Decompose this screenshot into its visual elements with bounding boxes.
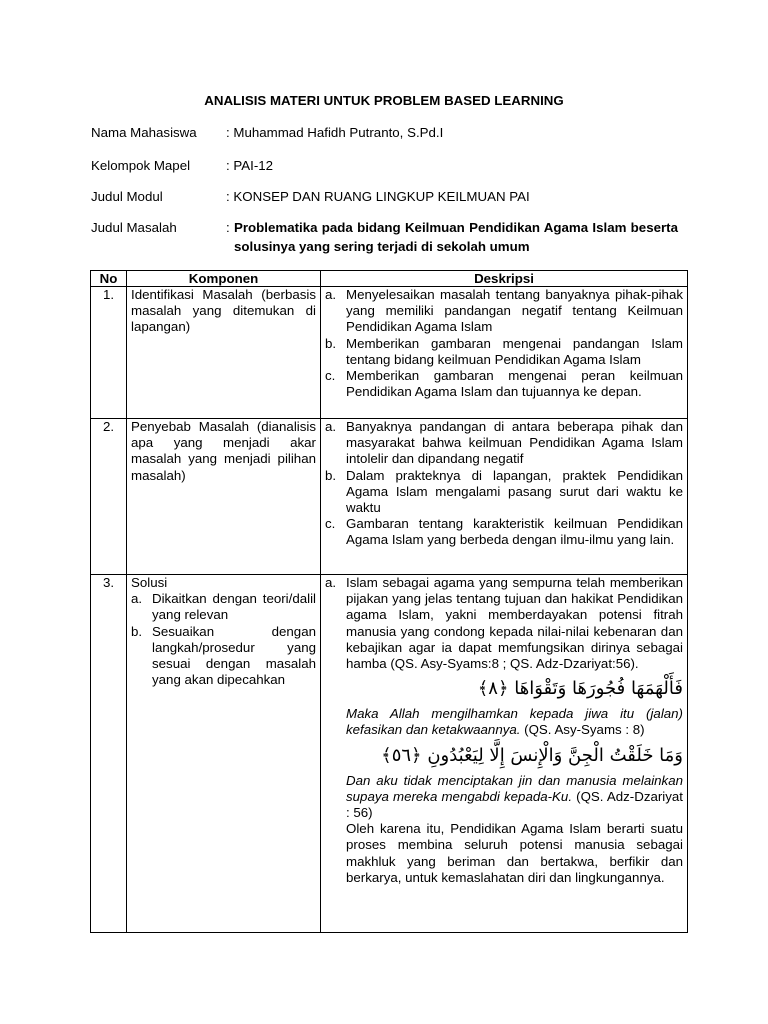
list-marker: a. — [325, 287, 337, 302]
row-komponen — [127, 575, 321, 933]
list-item-text: Memberikan gambaran mengenai pandangan Islam tentang bidang keilmuan Pendidikan Agama Islam — [346, 335, 683, 367]
nama-mahasiswa-value: : Muhammad Hafidh Putranto, S.Pd.I — [226, 125, 444, 140]
list-item — [325, 468, 683, 517]
translation-2-text: Dan aku tidak menciptakan jin dan manusia melainkan supaya mereka mengabdi kepada-Ku. — [346, 772, 683, 804]
arabic-verse-2: وَمَا خَلَقْتُ الْجِنَّ وَالْإِنسَ إِلَّا لِيَعْبُدُونِ ﴿٥٦﴾ — [381, 744, 683, 766]
judul-modul-label: Judul Modul — [91, 189, 163, 204]
list-item — [131, 591, 316, 623]
list-item — [325, 575, 683, 886]
row-deskripsi — [321, 419, 688, 575]
list-item — [325, 368, 683, 400]
table-header-row — [91, 271, 688, 287]
judul-masalah-value: Problematika pada bidang Keilmuan Pendidikan Agama Islam beserta solusinya yang sering terjadi di sekolah umum — [234, 220, 678, 254]
komponen-title: Solusi — [131, 575, 168, 590]
row-number: 1. — [91, 287, 127, 419]
list-marker: a. — [325, 419, 337, 434]
translation-2 — [346, 773, 683, 822]
list-item — [325, 287, 683, 336]
list-marker: a. — [325, 575, 337, 590]
kelompok-mapel-label: Kelompok Mapel — [91, 158, 191, 173]
row-komponen: Identifikasi Masalah (berbasis masalah yang ditemukan di lapangan) — [127, 287, 321, 419]
closing-paragraph: Oleh karena itu, Pendidikan Agama Islam berarti suatu proses membina seluruh potensi manusia sebagai makhluk yang beriman dan bertakwa, berfikir dan berkarya, untuk kemaslahatan diri dan lingkungannya. — [346, 821, 683, 885]
arabic-verse-1: فَأَلْهَمَهَا فُجُورَهَا وَتَقْوَاهَا ﴿٨﴾ — [477, 678, 683, 700]
list-item-text: Menyelesaikan masalah tentang banyaknya pihak-pihak yang memiliki pandangan negatif tentang Keilmuan Pendidikan Agama Islam — [346, 287, 683, 335]
list-item-text: Sesuaikan dengan langkah/prosedur yang sesuai dengan masalah yang akan dipecahkan — [152, 623, 316, 688]
list-item-text: Islam sebagai agama yang sempurna telah memberikan pijakan yang jelas tentang tujuan dan hakikat Pendidikan agama Islam, yakni memberdayakan potensi fitrah manusia yang condong kepada nilai-nilai kebenaran dan kebajikan agar ia dapat memfungsikan dirinya sebagai hamba (QS. Asy-Syams:8 ; QS. Adz-Dzariyat:56). — [346, 575, 683, 672]
list-item-text: Banyaknya pandangan di antara beberapa pihak dan masyarakat bahwa keilmuan Pendidikan Agama Islam intolelir dan dipandang negatif — [346, 419, 683, 467]
list-item — [325, 419, 683, 468]
list-item — [131, 624, 316, 689]
row-deskripsi — [321, 287, 688, 419]
table-row — [91, 287, 688, 419]
document-title: ANALISIS MATERI UNTUK PROBLEM BASED LEARNING — [204, 93, 564, 108]
list-marker: b. — [325, 335, 337, 351]
analysis-table — [90, 270, 688, 933]
translation-1-text: Maka Allah mengilhamkan kepada jiwa itu (jalan) kefasikan dan ketakwaannya. — [346, 706, 683, 738]
nama-mahasiswa-label: Nama Mahasiswa — [91, 125, 197, 140]
list-marker: a. — [131, 591, 143, 607]
row-number: 3. — [91, 575, 127, 933]
translation-1 — [346, 706, 683, 738]
translation-2-ref: (QS. Adz-Dzariyat : 56) — [346, 788, 683, 821]
row-deskripsi — [321, 575, 688, 933]
judul-modul-value: : KONSEP DAN RUANG LINGKUP KEILMUAN PAI — [226, 189, 530, 204]
header-komponen: Komponen — [127, 271, 321, 287]
list-item-text: Dikaitkan dengan teori/dalil yang relevan — [152, 591, 316, 623]
list-item-text: Gambaran tentang karakteristik keilmuan Pendidikan Agama Islam yang berbeda dengan ilmu-ilmu yang lain. — [346, 516, 683, 548]
table-row — [91, 575, 688, 933]
list-item-text: Memberikan gambaran mengenai peran keilmuan Pendidikan Agama Islam dan tujuannya ke depan. — [346, 368, 683, 400]
list-item — [325, 336, 683, 368]
header-no: No — [91, 271, 127, 287]
judul-masalah-label: Judul Masalah — [91, 220, 177, 235]
kelompok-mapel-value: : PAI-12 — [226, 158, 274, 173]
list-marker: c. — [325, 516, 336, 532]
row-komponen: Penyebab Masalah (dianalisis apa yang menjadi akar masalah yang menjadi pilihan masalah) — [127, 419, 321, 575]
list-marker: b. — [131, 623, 143, 639]
list-item-text: Dalam prakteknya di lapangan, praktek Pendidikan Agama Islam mengalami pasang surut dari waktu ke waktu — [346, 467, 683, 516]
header-deskripsi: Deskripsi — [321, 271, 688, 287]
translation-1-ref: (QS. Asy-Syams : 8) — [520, 722, 645, 738]
row-number: 2. — [91, 419, 127, 575]
list-marker: c. — [325, 368, 336, 384]
judul-masalah-colon: : — [226, 220, 230, 235]
list-marker: b. — [325, 467, 337, 483]
list-item — [325, 516, 683, 548]
table-row — [91, 419, 688, 575]
